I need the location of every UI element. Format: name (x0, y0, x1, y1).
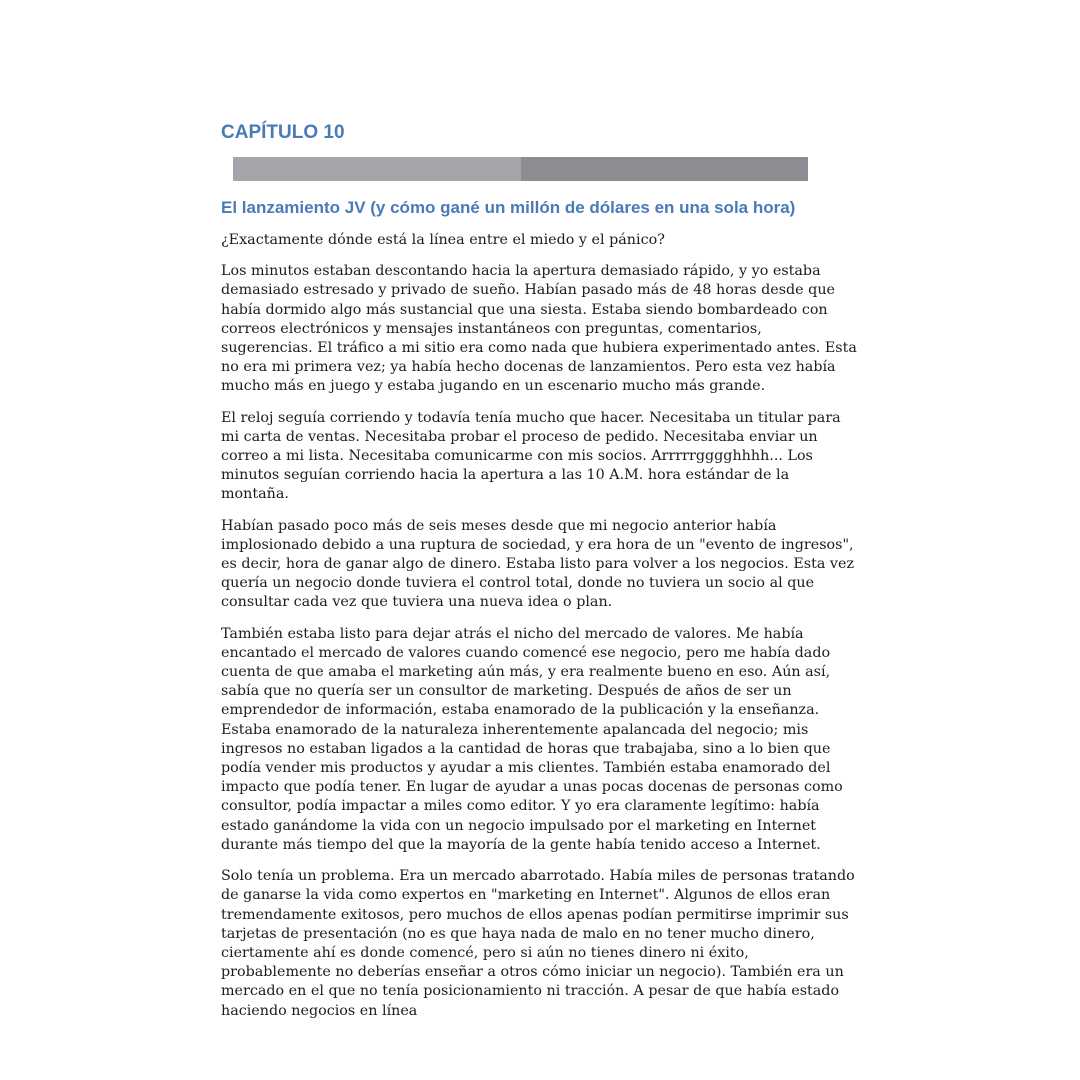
chapter-label: CAPÍTULO 10 (221, 122, 345, 143)
paragraph: También estaba listo para dejar atrás el nicho del mercado de valores. Me había encantado el mercado de valores cuando comencé ese negocio, pero me había dado cuenta de que amaba el marketing aún más, y era realmente bueno en eso. Aún así, sabía que no quería ser un consultor de marketing. Después de años de ser un emprendedor de información, estaba enamorado de la publicación y la enseñanza. Estaba enamorado de la naturaleza inherentemente apalancada del negocio; mis ingresos no estaban ligados a la cantidad de horas que trabajaba, sino a lo bien que podía vender mis productos y ayudar a mis clientes. También estaba enamorado del impacto que podía tener. En lugar de ayudar a unas pocas docenas de personas como consultor, podía impactar a miles como editor. Y yo era claramente legítimo: había estado ganándome la vida con un negocio impulsado por el marketing en Internet durante más tiempo del que la mayoría de la gente había tenido acceso a Internet. (221, 625, 843, 853)
paragraph: Solo tenía un problema. Era un mercado abarrotado. Había miles de personas tratando de ganarse la vida como expertos en "marketing en Internet". Algunos de ellos eran tremendamente exitosos, pero muchos de ellos apenas podían permitirse imprimir sus tarjetas de presentación (no es que haya nada de malo en no tener mucho dinero, ciertamente ahí es donde comencé, pero si aún no tienes dinero ni éxito, probablemente no deberías enseñar a otros cómo iniciar un negocio). También era un mercado en el que no tenía posicionamiento ni tracción. A pesar de que había estado haciendo negocios en línea (221, 868, 855, 1019)
paragraph: Habían pasado poco más de seis meses desde que mi negocio anterior había implosionado debido a una ruptura de sociedad, y era hora de un "evento de ingresos", es decir, hora de ganar algo de dinero. Estaba listo para volver a los negocios. Esta vez quería un negocio donde tuviera el control total, donde no tuviera un socio al que consultar cada vez que tuviera una nueva idea o plan. (221, 517, 854, 611)
body-text (221, 231, 857, 1033)
paragraph: ¿Exactamente dónde está la línea entre el miedo y el pánico? (221, 232, 665, 248)
chapter-bar-left-segment (233, 157, 521, 181)
chapter-title: El lanzamiento JV (y cómo gané un millón de dólares en una sola hora) (221, 198, 796, 217)
chapter-divider-bar (233, 157, 808, 181)
chapter-bar-right-segment (521, 157, 808, 181)
document-page (221, 120, 861, 1019)
paragraph: El reloj seguía corriendo y todavía tenía mucho que hacer. Necesitaba un titular para mi carta de ventas. Necesitaba probar el proceso de pedido. Necesitaba enviar un correo a mi lista. Necesitaba comunicarme con mis socios. Arrrrrgggghhhh... Los minutos seguían corriendo hacia la apertura a las 10 A.M. hora estándar de la montaña. (221, 409, 841, 503)
paragraph: Los minutos estaban descontando hacia la apertura demasiado rápido, y yo estaba demasiado estresado y privado de sueño. Habían pasado más de 48 horas desde que había dormido algo más sustancial que una siesta. Estaba siendo bombardeado con correos electrónicos y mensajes instantáneos con preguntas, comentarios, sugerencias. El tráfico a mi sitio era como nada que hubiera experimentado antes. Esta no era mi primera vez; ya había hecho docenas de lanzamientos. Pero esta vez había mucho más en juego y estaba jugando en un escenario mucho más grande. (221, 263, 857, 395)
